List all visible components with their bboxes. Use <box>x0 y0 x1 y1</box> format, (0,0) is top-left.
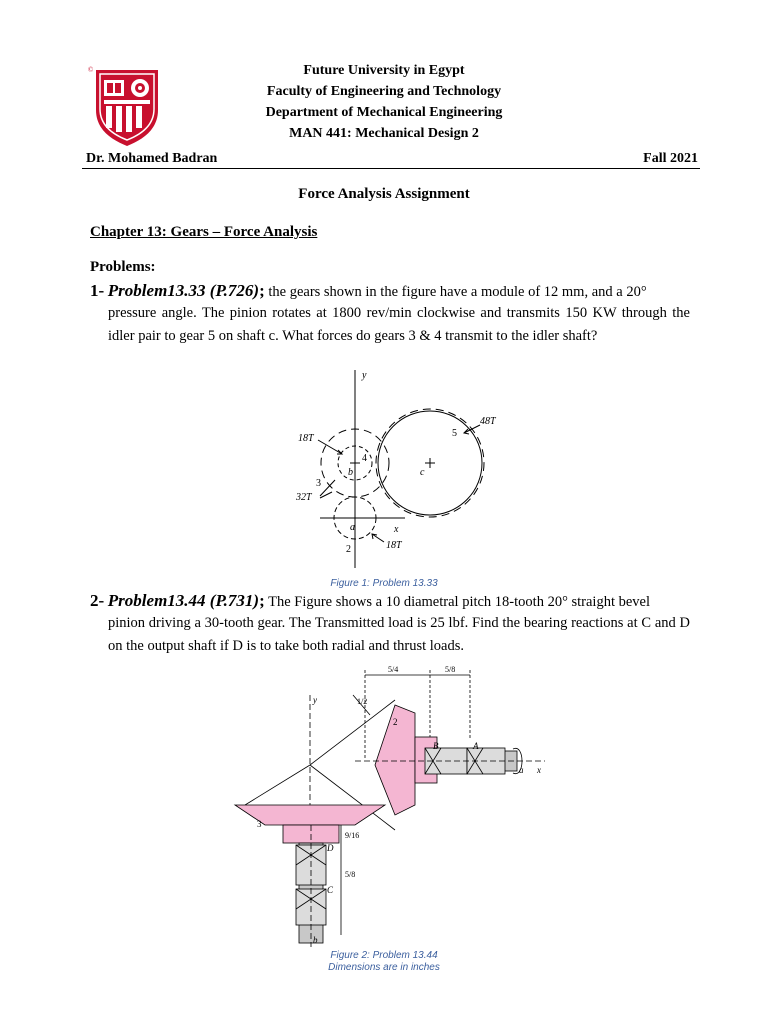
problem-2-text: pinion driving a 30-tooth gear. The Transmitted load is 25 lbf. Find the bearing reactions at C and D on the output shaft if D is to take both radial and thrust loads. <box>108 615 690 654</box>
problem-2-title: Problem13.44 (P.731) <box>107 591 260 610</box>
assignment-title: Force Analysis Assignment <box>298 186 470 202</box>
problem-1-text-first: the gears shown in the figure have a module of 12 mm, and a 20° <box>264 284 647 300</box>
problem-1-text: pressure angle. The pinion rotates at 1800 rev/min clockwise and transmits 150 KW through the idler pair to gear 5 on shaft c. What forces do gears 3 & 4 transmit to the idler shaft? <box>108 305 690 344</box>
fig2-dim-9-16: 9/16 <box>345 831 360 840</box>
problem-1-title: Problem13.33 (P.726) <box>107 281 260 300</box>
fig1-axis-x: x <box>394 524 399 535</box>
fig1-label-32t: 32T <box>296 492 312 503</box>
figure-2-caption: Figure 2: Problem 13.44 <box>330 950 438 961</box>
fig2-label-a: a <box>519 765 524 775</box>
problem-2: 2- Problem13.44 (P.731); The Figure shows a 10 diametral pitch 18-tooth 20° straight bevel <box>90 591 651 610</box>
chapter-heading: Chapter 13: Gears – Force Analysis <box>90 224 318 240</box>
svg-text:©: © <box>88 66 94 74</box>
fig2-label-b: b <box>313 935 318 945</box>
fig2-label-d: D <box>327 843 334 853</box>
university-name: Future University in Egypt <box>303 63 465 78</box>
fig2-dim-half: 1/2 <box>357 697 368 706</box>
header-divider <box>82 168 700 169</box>
fig2-dim-top-right: 5/8 <box>445 665 456 674</box>
fig2-label-3: 3 <box>257 819 262 829</box>
fig2-dim-top-left: 5/4 <box>388 665 399 674</box>
figure-1-caption: Figure 1: Problem 13.33 <box>330 578 438 589</box>
figure-2-caption-units: Dimensions are in inches <box>328 962 440 973</box>
fig1-label-c: c <box>420 467 425 478</box>
fig2-label-a-bearing: A <box>473 741 479 751</box>
fig1-label-b: b <box>348 467 353 478</box>
fig1-label-18t-top: 18T <box>298 433 314 444</box>
fig2-label-x: x <box>537 765 541 775</box>
faculty-name: Faculty of Engineering and Technology <box>266 84 502 99</box>
instructor-name: Dr. Mohamed Badran <box>86 151 218 166</box>
fig2-dim-5-8: 5/8 <box>345 870 356 879</box>
fig2-label-y: y <box>313 695 317 705</box>
problem-2-number: 2- <box>90 591 105 610</box>
fig1-label-48t: 48T <box>480 416 496 427</box>
department-name: Department of Mechanical Engineering <box>265 105 503 120</box>
fig2-label-2: 2 <box>393 717 398 727</box>
fig1-label-4: 4 <box>362 453 367 464</box>
fig2-label-b-bearing: B <box>433 741 439 751</box>
fig1-axis-y: y <box>362 370 367 381</box>
figure-1-gear-train <box>280 368 510 578</box>
fig2-label-c: C <box>327 885 334 895</box>
fig1-label-2: 2 <box>346 544 351 555</box>
fig1-label-18t-bottom: 18T <box>386 540 402 551</box>
course-name: MAN 441: Mechanical Design 2 <box>289 126 479 141</box>
figure-2-bevel-gears <box>225 665 555 947</box>
fig1-label-5: 5 <box>452 428 457 439</box>
problem-1-number: 1- <box>90 281 105 300</box>
problems-label: Problems: <box>90 259 156 275</box>
problem-2-text-first: The Figure shows a 10 diametral pitch 18-tooth 20° straight bevel <box>264 594 651 610</box>
fig1-label-3: 3 <box>316 478 321 489</box>
problem-1: 1- Problem13.33 (P.726); the gears shown in the figure have a module of 12 mm, and a 20° <box>90 281 647 300</box>
term-label: Fall 2021 <box>643 151 698 166</box>
fig1-label-a: a <box>350 522 355 533</box>
